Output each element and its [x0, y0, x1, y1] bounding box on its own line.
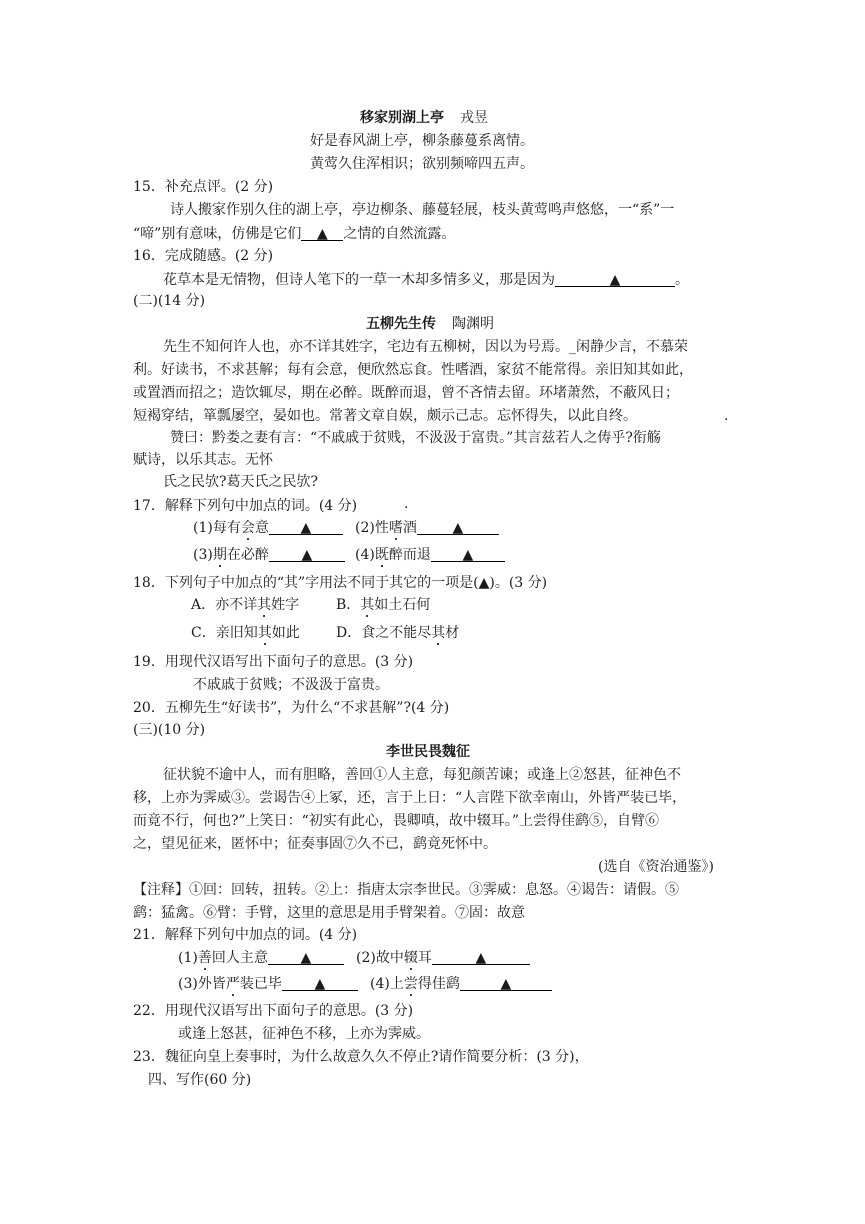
q18-option-b — [336, 595, 430, 615]
q17-heading: 17．解释下列句中加点的词。(4 分) — [133, 498, 358, 514]
passage-2-line-6: 赋诗，以乐其志。无怀 — [133, 452, 273, 468]
q16-heading: 16．完成随感。(2 分) — [133, 248, 274, 264]
q18-option-a-dotted: 其 — [257, 597, 272, 613]
passage-2-line-2: 利。好读书，不求甚解；每有会意，便欣然忘食。性嗜酒，家贫不能常得。亲旧知其如此， — [133, 362, 693, 378]
section-2-title: 五柳先生传 — [366, 316, 436, 332]
q20-heading: 20．五柳先生“好读书”，为什么“不求甚解”?(4 分) — [133, 700, 450, 716]
poem-author: 戎昱 — [460, 110, 488, 126]
q21-item-3 — [178, 974, 358, 994]
notes-line-2: 鹞：猛禽。⑥臂：手臂，这里的意思是用手臂架着。⑦固：故意 — [133, 905, 525, 921]
poem-heading — [360, 108, 488, 128]
q15-text-2a: “啼”别有意味，仿佛是它们 — [133, 226, 302, 242]
passage-2-stray-mark: . — [724, 408, 729, 424]
q21-item-3-pre: (3)外皆 — [178, 976, 226, 992]
q21-item-4-pre: (4)上 — [370, 976, 404, 992]
section-3-label: (三)(10 分) — [133, 722, 206, 738]
passage-2-line-4: 短褐穿结，箪瓢屡空，晏如也。常著文章自娱，颇示己志。忘怀得失，以此自终。 — [133, 408, 637, 424]
q21-item-4-post: 得佳鹞 — [417, 976, 460, 992]
q15-heading: 15．补充点评。(2 分) — [133, 179, 274, 195]
q21-item-3-blank[interactable]: ▲ — [282, 974, 358, 991]
q21-item-2-dotted: 辍 — [403, 950, 418, 966]
q22-heading: 22．用现代汉语写出下面句子的意思。(3 分) — [133, 1003, 414, 1019]
notes-line-1: 【注释】①回：回转，扭转。②上：指唐太宗李世民。③霁威：息怒。④谒告：请假。⑤ — [133, 882, 679, 898]
passage-2-line-7: 氏之民欤?葛天氏之民欤? — [163, 474, 319, 490]
q18-option-b-post: 如土石何 — [374, 597, 431, 613]
q17-item-1 — [193, 518, 343, 538]
passage-3-line-3: 而竟不行，何也?”上笑日：“初实有此心，畏卿嗔，故中辍耳。”上尝得佳鹞⑤，自臂⑥ — [133, 813, 659, 829]
q15-text-1: 诗人搬家作别久住的湖上亭，亭边柳条、藤蔓轻展，枝头黄莺鸣声悠悠，一“系”一 — [170, 202, 675, 218]
q17-item-3-pre: (3) — [193, 547, 213, 563]
section-2-heading — [366, 314, 494, 334]
section-4-label: 四、写作(60 分) — [148, 1072, 252, 1088]
q17-item-4-dotted: 既 — [374, 547, 389, 563]
passage-2-line-1: 先生不知何许人也，亦不详其姓字，宅边有五柳树，因以为号焉。_闲静少言，不慕荣 — [163, 339, 688, 355]
q17-item-2-blank[interactable]: ▲ — [417, 518, 499, 535]
q16-text-a: 花草本是无情物，但诗人笔下的一草一木却多情多义，那是因为 — [163, 272, 555, 288]
passage-2-line-5: 赞曰：黔娄之妻有言：“不戚戚于贫贱，不汲汲于富贵。”其言兹若人之俦乎?衔觞 — [170, 430, 661, 446]
q16-answer-blank[interactable]: ▲ — [555, 270, 675, 287]
passage-2-line-3: 或置酒而招之；造饮辄尽，期在必醉。既醉而退，曾不吝情去留。环堵萧然，不蔽风日； — [133, 385, 679, 401]
q21-item-3-dotted: 严 — [225, 976, 240, 992]
q17-item-3-post: 在必醉 — [226, 547, 269, 563]
q17-item-1-blank[interactable]: ▲ — [269, 518, 343, 535]
passage-3-line-1: 征状貌不逾中人，而有胆略，善回①人主意，每犯颜苦谏；或逢上②怒甚，征神色不 — [163, 767, 681, 783]
q21-item-2-pre: (2)故中 — [356, 950, 404, 966]
q18-option-d-pre: D．食之不能尽 — [336, 625, 432, 641]
q17-item-3-blank[interactable]: ▲ — [269, 545, 345, 562]
q17-item-4-blank[interactable]: ▲ — [431, 545, 505, 562]
q17-item-2-post: 酒 — [402, 520, 417, 536]
q21-item-4-dotted: 尝 — [403, 976, 418, 992]
poem-line-2: 黄莺久住浑相识；欲别频啼四五声。 — [310, 156, 534, 172]
q15-answer-blank[interactable]: ▲ — [301, 224, 343, 241]
q16-text — [163, 270, 689, 290]
q18-option-b-dotted: 其 — [360, 597, 375, 613]
q18-option-c — [191, 623, 300, 643]
q23-heading: 23．魏征向皇上奏事时，为什么故意久久不停止?请作简要分析：(3 分)， — [133, 1049, 589, 1065]
q17-item-2 — [355, 518, 499, 538]
q18-option-d-dotted: 其 — [431, 625, 446, 641]
q18-option-c-pre: C．亲旧知 — [191, 625, 258, 641]
q21-item-2-blank[interactable]: ▲ — [432, 948, 530, 965]
q15-text-2 — [133, 224, 455, 244]
passage-3-line-4: 之，望见征来，匿怀中；征奏事固⑦久不已，鹞竟死怀中。 — [133, 836, 497, 852]
q21-item-4 — [370, 974, 552, 994]
q18-option-d — [336, 623, 459, 643]
q17-item-4 — [355, 545, 505, 565]
section-3-title: 李世民畏魏征 — [386, 744, 470, 760]
q21-heading: 21．解释下列句中加点的词。(4 分) — [133, 927, 358, 943]
q18-heading: 18．下列句子中加点的“其”字用法不同于其它的一项是(▲)。(3 分) — [133, 575, 548, 591]
poem-line-1: 好是春风湖上亭，柳条藤蔓系离情。 — [310, 133, 534, 149]
q18-option-a-post: 姓字 — [271, 597, 300, 613]
q17-item-2-dotted: 嗜 — [388, 520, 403, 536]
q17-item-1-dotted: 会 — [240, 520, 255, 536]
section-2-author: 陶渊明 — [452, 316, 494, 332]
q17-item-1-post: 意 — [254, 520, 269, 536]
q17-item-4-pre: (4) — [355, 547, 375, 563]
q19-heading: 19．用现代汉语写出下面句子的意思。(3 分) — [133, 654, 414, 670]
q18-option-a-pre: A．亦不详 — [191, 597, 258, 613]
q17-item-1-pre: (1)每有 — [193, 520, 241, 536]
q18-option-d-post: 材 — [445, 625, 460, 641]
q21-item-2 — [356, 948, 530, 968]
q18-option-a — [191, 595, 299, 615]
q22-sentence: 或逢上怒甚，征神色不移，上亦为霁威。 — [178, 1026, 430, 1042]
q17-item-3-dotted: 期 — [212, 547, 227, 563]
q21-item-2-post: 耳 — [417, 950, 432, 966]
q18-option-c-post: 如此 — [271, 625, 300, 641]
q21-item-1-post: 回人主意 — [211, 950, 268, 966]
q21-item-1-pre: (1) — [178, 950, 198, 966]
q18-option-c-dotted: 其 — [257, 625, 272, 641]
q15-text-2b: 之情的自然流露。 — [343, 226, 456, 242]
q21-item-4-blank[interactable]: ▲ — [460, 974, 552, 991]
q21-item-1-blank[interactable]: ▲ — [268, 948, 344, 965]
poem-title: 移家别湖上亭 — [360, 110, 444, 126]
q17-item-3 — [193, 545, 345, 565]
q18-option-b-pre: B． — [336, 597, 361, 613]
q21-item-1 — [178, 948, 344, 968]
section-2-label: (二)(14 分) — [133, 293, 206, 309]
q21-item-3-post: 装已毕 — [239, 976, 282, 992]
q17-stray-mark: . — [404, 496, 409, 512]
q21-item-1-dotted: 善 — [197, 950, 212, 966]
passage-3-source: (选自《资治通鉴》) — [598, 859, 714, 875]
q17-item-2-pre: (2)性 — [355, 520, 389, 536]
passage-3-line-2: 移，上亦为霁威③。尝谒告④上冢，还，言于上日：“人言陛下欲幸南山，外皆严装已毕， — [133, 790, 687, 806]
q16-text-b: 。 — [675, 272, 689, 288]
q19-sentence: 不戚戚于贫贱；不汲汲于富贵。 — [193, 677, 389, 693]
q17-item-4-post: 醉而退 — [388, 547, 431, 563]
